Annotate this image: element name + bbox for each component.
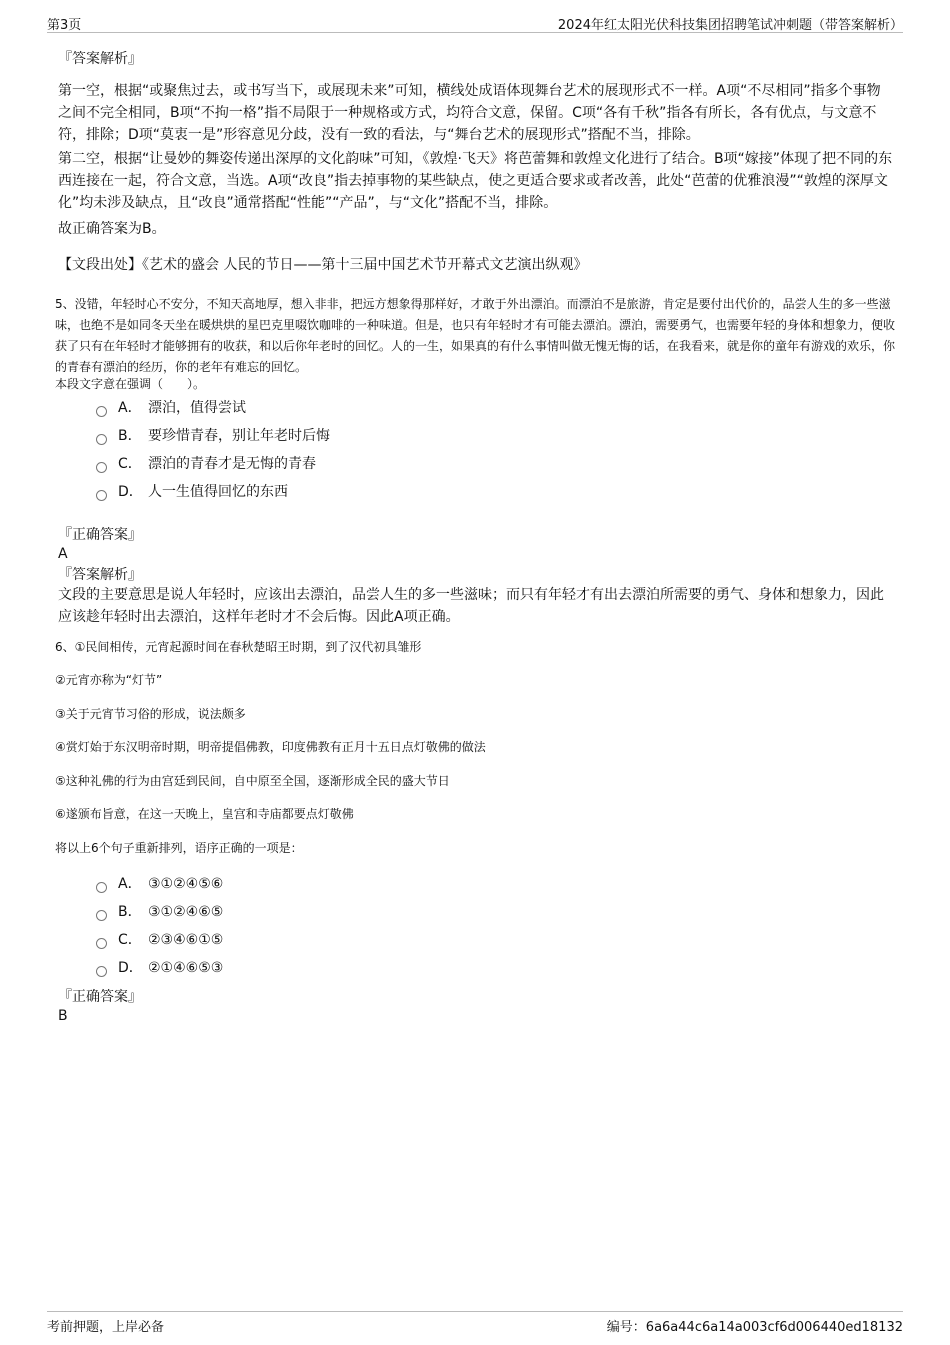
- question-6-option-c[interactable]: C． ②③④⑥①⑤: [96, 930, 223, 950]
- question-6-sentence-5: ⑤这种礼佛的行为由宫廷到民间，自中原至全国，逐渐形成全民的盛大节日: [55, 774, 450, 788]
- question-5-option-d[interactable]: D． 人一生值得回忆的东西: [96, 482, 288, 502]
- radio-icon[interactable]: [96, 882, 107, 893]
- answer-heading: 『正确答案』: [58, 989, 142, 1005]
- correct-answer: A: [58, 546, 68, 562]
- source-citation: 【文段出处】《艺术的盛会 人民的节日——第十三届中国艺术节开幕式文艺演出纵观》: [58, 257, 588, 273]
- question-6-sentence-1: 6、①民间相传，元宵起源时间在春秋楚昭王时期，到了汉代初具雏形: [55, 640, 422, 654]
- explain-conclusion: 故正确答案为B。: [58, 221, 166, 237]
- question-5-explanation: 文段的主要意思是说人年轻时，应该出去漂泊，品尝人生的多一些滋味；而只有年轻才有出去漂泊所需要的勇气、身体和想象力，因此应该趁年轻时出去漂泊，这样年老时才不会后悔。因此A项正确。: [58, 587, 884, 625]
- radio-icon[interactable]: [96, 406, 107, 417]
- question-6-option-a[interactable]: A． ③①②④⑤⑥: [96, 874, 223, 894]
- question-6-sentence-3: ③关于元宵节习俗的形成，说法颇多: [55, 707, 246, 721]
- correct-answer: B: [58, 1008, 68, 1024]
- page-header: [47, 12, 903, 33]
- question-5-option-c[interactable]: C． 漂泊的青春才是无悔的青春: [96, 454, 316, 474]
- document-title: 2024年红太阳光伏科技集团招聘笔试冲刺题（带答案解析）: [557, 18, 903, 33]
- question-6-stem: 将以上6个句子重新排列，语序正确的一项是：: [55, 841, 303, 855]
- question-5-option-b[interactable]: B． 要珍惜青春，别让年老时后悔: [96, 426, 330, 446]
- question-6-option-d[interactable]: D． ②①④⑥⑤③: [96, 958, 223, 978]
- answer-heading: 『正确答案』: [58, 527, 142, 543]
- radio-icon[interactable]: [96, 910, 107, 921]
- question-6-sentence-6: ⑥遂颁布旨意，在这一天晚上，皇宫和寺庙都要点灯敬佛: [55, 807, 354, 821]
- radio-icon[interactable]: [96, 938, 107, 949]
- question-5-passage: 5、没错，年轻时心不安分，不知天高地厚，想入非非，把远方想象得那样好，才敢于外出漂泊。而漂泊不是旅游，肯定是要付出代价的，品尝人生的多一些滋味，也绝不是如同冬天坐在暖烘烘的星巴克里啜饮咖啡的一种味道。但是，也只有年轻时才有可能去漂泊。漂泊，需要勇气，也需要年轻的身体和想象力，便收获了只有在年轻时才能够拥有的收获，和以后你年老时的回忆。人的一生，如果真的有什么事情叫做无愧无悔的话，在我看来，就是你的童年有游戏的欢乐，你的青春有漂泊的经历，你的老年有难忘的回忆。: [55, 297, 896, 374]
- question-5-stem: 本段文字意在强调（ ）。: [55, 377, 206, 391]
- page-footer: [47, 1311, 903, 1334]
- radio-icon[interactable]: [96, 966, 107, 977]
- radio-icon[interactable]: [96, 462, 107, 473]
- document-id: 编号：6a6a44c6a14a003cf6d006440ed18132: [606, 1320, 903, 1335]
- radio-icon[interactable]: [96, 490, 107, 501]
- page-number: 第3页: [47, 18, 82, 33]
- question-6-sentence-2: ②元宵亦称为“灯节”: [55, 673, 163, 687]
- radio-icon[interactable]: [96, 434, 107, 445]
- footer-slogan: 考前押题，上岸必备: [47, 1320, 165, 1335]
- question-6-sentence-4: ④赏灯始于东汉明帝时期，明帝提倡佛教，印度佛教有正月十五日点灯敬佛的做法: [55, 740, 486, 754]
- explain-heading: 『答案解析』: [58, 51, 142, 67]
- explain-heading: 『答案解析』: [58, 567, 142, 583]
- question-6-option-b[interactable]: B． ③①②④⑥⑤: [96, 902, 223, 922]
- question-5-option-a[interactable]: A． 漂泊，值得尝试: [96, 398, 246, 418]
- explain-paragraph-1: 第一空，根据“或聚焦过去，或书写当下，或展现未来”可知，横线处成语体现舞台艺术的展现形式不一样。A项“不尽相同”指多个事物之间不完全相同，B项“不拘一格”指不局限于一种规格或方式，均符合文意，保留。C项“各有千秋”指各有所长，各有优点，与文意不符，排除；D项“莫衷一是”形容意见分歧，没有一致的看法，与“舞台艺术的展现形式”搭配不当，排除。: [58, 83, 881, 143]
- explain-paragraph-2: 第二空，根据“让曼妙的舞姿传递出深厚的文化韵味”可知，《敦煌·飞天》将芭蕾舞和敦煌文化进行了结合。B项“嫁接”体现了把不同的东西连接在一起，符合文意，当选。A项“改良”指去掉事物的某些缺点，使之更适合要求或者改善，此处“芭蕾的优雅浪漫”“敦煌的深厚文化”均未涉及缺点，且“改良”通常搭配“性能”“产品”，与“文化”搭配不当，排除。: [58, 151, 893, 211]
